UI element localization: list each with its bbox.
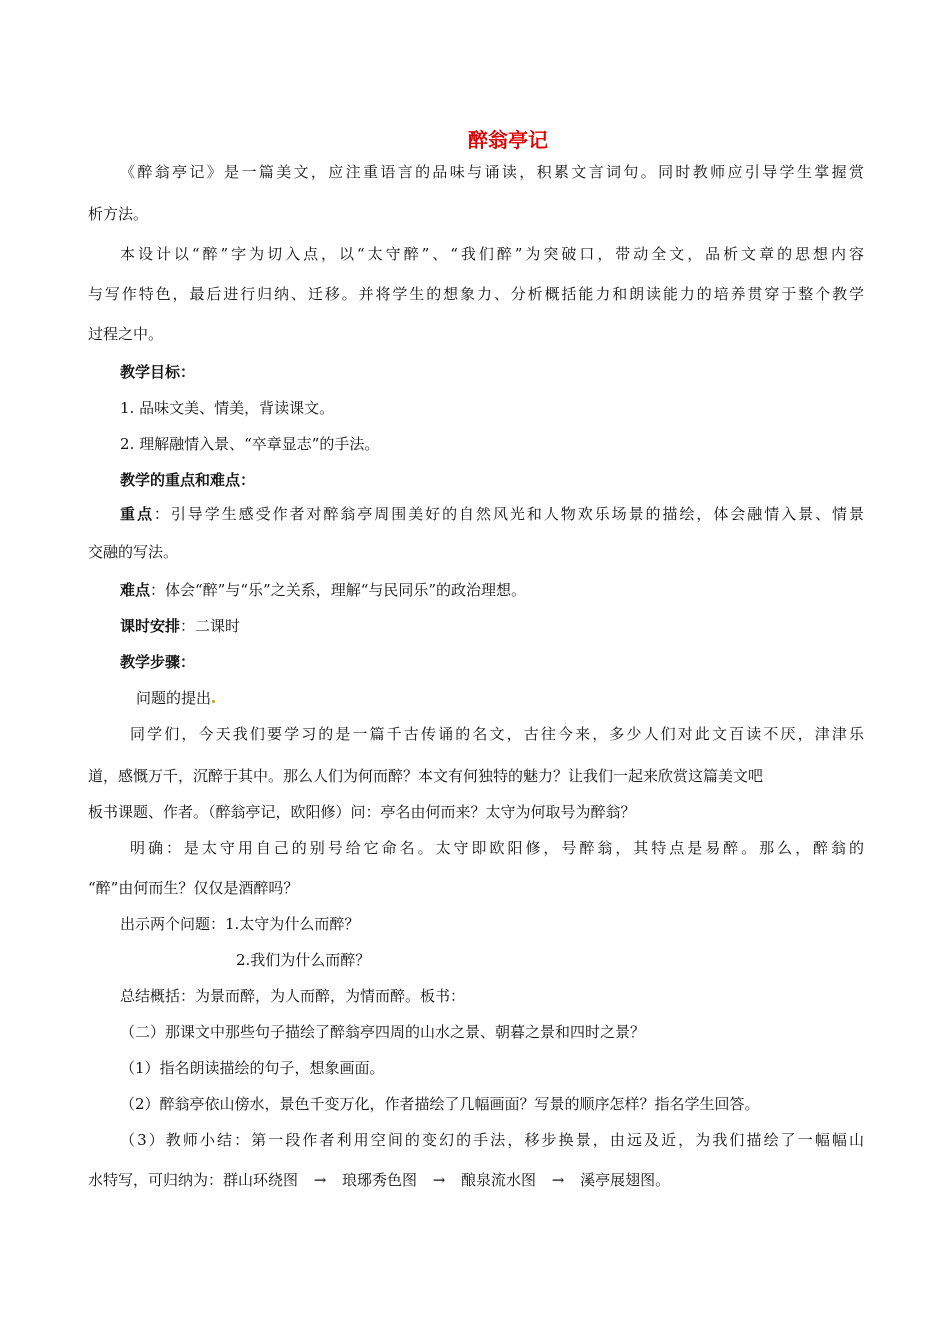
schedule-value: ：二课时 [180, 617, 241, 635]
step-question-text: 问题的提出 [136, 689, 212, 707]
step-intro-line1: 同学们，今天我们要学习的是一篇千古传诵的名文，古往今来，多少人们对此文百读不厌，津津乐 [130, 725, 864, 743]
step-board-title: 板书课题、作者。（醉翁亭记，欧阳修）问：亭名由何而来？太守为何取号为醉翁？ [88, 803, 636, 821]
objectives-heading: 教学目标： [120, 363, 196, 381]
step-intro-line2: 道，感慨万千，沉醉于其中。那么人们为何而醉？本文有何独特的魅力？让我们一起来欣赏这篇美文吧 [88, 767, 764, 785]
step-part-two-2: （2）醉翁亭依山傍水，景色千变万化，作者描绘了几幅画面？写景的顺序怎样？指名学生回答。 [120, 1095, 760, 1113]
mark-dot [212, 700, 215, 703]
difficulty-line [120, 580, 526, 600]
step-answer-line1: 明确：是太守用自己的别号给它命名。太守即欧阳修，号醉翁，其特点是易醉。那么，醉翁的 [130, 839, 864, 857]
step-answer-line2: “醉”由何而生？仅仅是酒醉吗？ [88, 879, 299, 897]
step-summary: 总结概括：为景而醉，为人而醉，为情而醉。板书： [120, 987, 466, 1005]
scene-flow [88, 1170, 670, 1190]
arrow-right-icon: → [551, 1171, 565, 1189]
step-question-2: 2.我们为什么而醉？ [236, 951, 371, 969]
difficulty-text: ：体会“醉”与“乐”之关系，理解“与民同乐”的政治理想。 [150, 581, 527, 599]
intro-p1-line2: 析方法。 [88, 205, 149, 223]
intro-p2-line1: 本设计以“醉”字为切入点，以“太守醉”、“我们醉”为突破口，带动全文，品析文章的思想内容 [120, 245, 864, 263]
intro-p2-line3: 过程之中。 [88, 325, 164, 343]
step-part-two-3-line1: （3）教师小结：第一段作者利用空间的变幻的手法，移步换景，由远及近，为我们描绘了一幅幅山 [120, 1131, 864, 1149]
arrow-right-icon: → [432, 1171, 446, 1189]
key-point-line1 [120, 504, 864, 524]
step-part-two: （二）那课文中那些句子描绘了醉翁亭四周的山水之景、朝暮之景和四时之景？ [120, 1023, 646, 1041]
scene-1: 群山环绕图 [223, 1171, 299, 1189]
scene-flow-prefix: 水特写，可归纳为： [88, 1171, 224, 1189]
arrow-right-icon: → [313, 1171, 327, 1189]
key-point-label: 重点 [120, 505, 154, 523]
key-point-text: ：引导学生感受作者对醉翁亭周围美好的自然风光和人物欢乐场景的描绘，体会融情入景、情景 [153, 505, 864, 523]
scene-3: 酿泉流水图 [461, 1171, 537, 1189]
objective-item-1: 1. 品味文美、情美，背读课文。 [120, 399, 335, 417]
intro-p1-line1: 《醉翁亭记》是一篇美文，应注重语言的品味与诵读，积累文言词句。同时教师应引导学生掌握赏 [120, 163, 864, 181]
schedule-label: 课时安排 [120, 617, 181, 635]
schedule-line [120, 616, 240, 636]
intro-p2-line2: 与写作特色，最后进行归纳、迁移。并将学生的想象力、分析概括能力和朗读能力的培养贯穿于整个教学 [88, 285, 864, 303]
scene-4: 溪亭展翅图。 [580, 1171, 671, 1189]
step-question [136, 688, 216, 708]
key-point-line2: 交融的写法。 [88, 543, 179, 561]
scene-2: 琅琊秀色图 [342, 1171, 418, 1189]
step-two-questions: 出示两个问题：1.太守为什么而醉？ [120, 915, 360, 933]
steps-heading: 教学步骤： [120, 653, 196, 671]
difficulty-label: 难点 [120, 581, 151, 599]
objective-item-2: 2. 理解融情入景、“卒章显志”的手法。 [120, 435, 380, 453]
step-part-two-1: （1）指名朗读描绘的句子，想象画面。 [120, 1059, 385, 1077]
focus-heading: 教学的重点和难点： [120, 471, 256, 489]
document-title: 醉翁亭记 [468, 128, 548, 152]
